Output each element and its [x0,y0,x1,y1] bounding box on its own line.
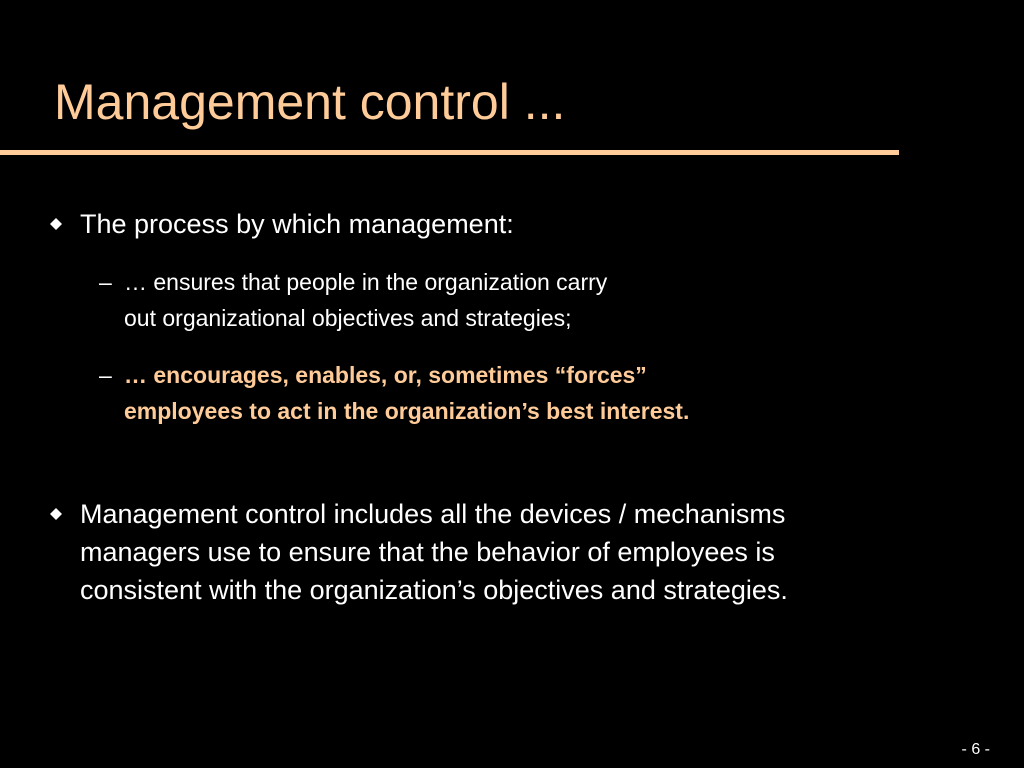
diamond-bullet-icon [50,508,62,520]
bullet-line: The process by which management: [80,209,514,239]
sub-item-line: employees to act in the organization’s best interest. [124,398,690,424]
sub-item-line: out organizational objectives and strategies; [124,305,572,331]
bullet-line: consistent with the organization’s objectives and strategies. [80,575,788,605]
sub-item-text-emphasized [124,357,689,429]
title-underline [0,150,899,155]
bullet-text [80,495,788,609]
bullet-line: managers use to ensure that the behavior of employees is [80,537,775,567]
sub-item-line: … ensures that people in the organization carry [124,269,608,295]
sub-item-text [124,264,607,336]
sub-item-line: … encourages, enables, or, sometimes “forces” [124,362,647,388]
diamond-bullet-icon [50,218,62,230]
dash-marker: – [99,269,112,295]
slide-title: Management control ... [54,74,566,130]
dash-marker: – [99,362,112,388]
bullet-text [80,205,514,243]
page-number: - 6 - [961,741,990,758]
bullet-line: Management control includes all the devices / mechanisms [80,499,786,529]
